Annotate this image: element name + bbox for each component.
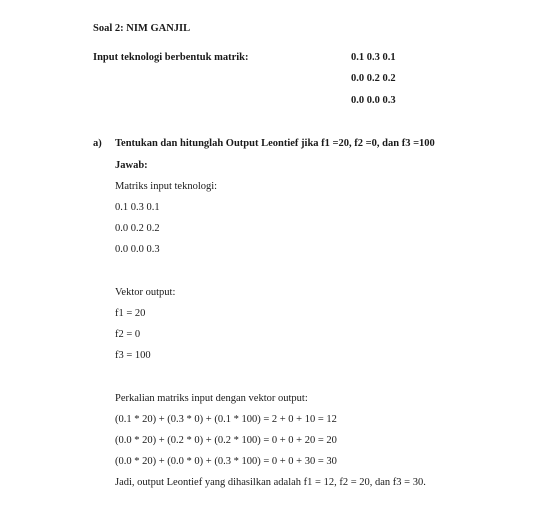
- input-matrix-label: Input teknologi berbentuk matrik:: [93, 52, 249, 63]
- question-text: Tentukan dan hitunglah Output Leontief jika f1 =20, f2 =0, dan f3 =100: [115, 138, 435, 149]
- matrix-row: 0.1 0.3 0.1: [115, 202, 160, 213]
- matrix-row: 0.0 0.0 0.3: [115, 244, 160, 255]
- matrix-row: 0.0 0.2 0.2: [115, 223, 160, 234]
- matrix-label: Matriks input teknologi:: [115, 181, 218, 192]
- vector-item: f2 = 0: [115, 329, 141, 340]
- question-prefix: a): [93, 138, 102, 149]
- multiplication-row: (0.0 * 20) + (0.0 * 0) + (0.3 * 100) = 0 + 0 + 30 = 30: [115, 456, 337, 467]
- header-matrix-row: 0.0 0.0 0.3: [351, 95, 396, 106]
- vector-item: f1 = 20: [115, 308, 146, 319]
- header-matrix-row: 0.0 0.2 0.2: [351, 73, 396, 84]
- answer-label: Jawab:: [115, 160, 148, 171]
- vector-label: Vektor output:: [115, 287, 176, 298]
- problem-title: Soal 2: NIM GANJIL: [93, 23, 191, 34]
- conclusion-text: Jadi, output Leontief yang dihasilkan adalah f1 = 12, f2 = 20, dan f3 = 30.: [115, 477, 426, 488]
- multiplication-row: (0.1 * 20) + (0.3 * 0) + (0.1 * 100) = 2 + 0 + 10 = 12: [115, 414, 337, 425]
- multiplication-row: (0.0 * 20) + (0.2 * 0) + (0.2 * 100) = 0 + 0 + 20 = 20: [115, 435, 337, 446]
- vector-item: f3 = 100: [115, 350, 151, 361]
- multiplication-label: Perkalian matriks input dengan vektor output:: [115, 393, 308, 404]
- header-matrix-row: 0.1 0.3 0.1: [351, 52, 396, 63]
